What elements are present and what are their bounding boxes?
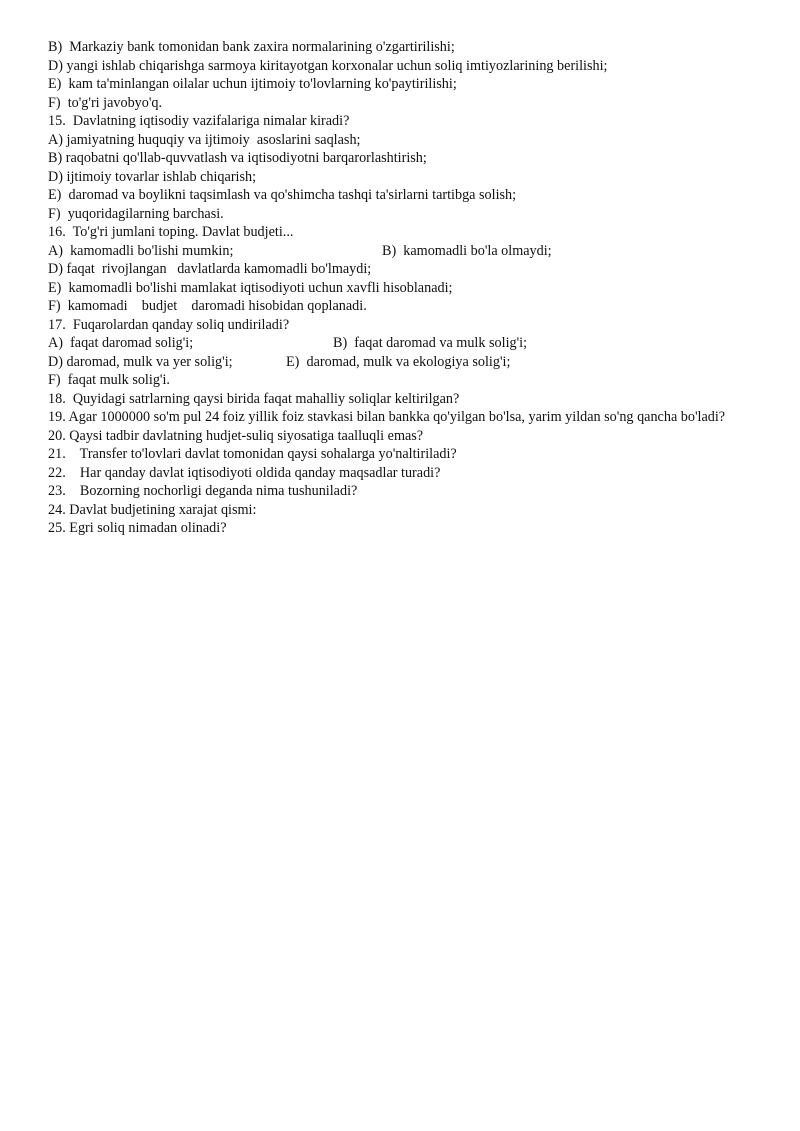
question-17: 17. Fuqarolardan qanday soliq undiriladi? <box>48 316 290 333</box>
question-24: 24. Davlat budjetining xarajat qismi: <box>48 501 257 518</box>
text-line: E) kam ta'minlangan oilalar uchun ijtimoiy to'lovlarning ko'paytirilishi; <box>48 76 457 92</box>
text-line: F) kamomadi budjet daromadi hisobidan qoplanadi. <box>48 298 367 314</box>
text-line: E) daromad va boylikni taqsimlash va qo'shimcha tashqi ta'sirlarni tartibga solish; <box>48 187 517 203</box>
question-25: 25. Egri soliq nimadan olinadi? <box>48 520 227 536</box>
text-line: D) yangi ishlab chiqarishga sarmoya kiritayotgan korxonalar uchun soliq imtiyozlarining berilishi; <box>48 57 608 74</box>
text-line: B) raqobatni qo'llab-quvvatlash va iqtisodiyotni barqarorlashtirish; <box>48 150 427 166</box>
q17-options-row-2 <box>48 353 760 372</box>
q17-option-b: B) faqat daromad va mulk solig'i; <box>333 335 528 351</box>
text-line: D) ijtimoiy tovarlar ishlab chiqarish; <box>48 168 257 185</box>
q17-option-d: D) daromad, mulk va yer solig'i; <box>48 353 233 370</box>
q17-options-row-1 <box>48 334 760 353</box>
question-16: 16. To'g'ri jumlani toping. Davlat budjeti... <box>48 224 294 240</box>
question-23: 23. Bozorning nochorligi deganda nima tushuniladi? <box>48 483 358 499</box>
text-line: B) Markaziy bank tomonidan bank zaxira normalarining o'zgartirilishi; <box>48 39 455 55</box>
q16-options-row <box>48 242 760 261</box>
question-22: 22. Har qanday davlat iqtisodiyoti oldida qanday maqsadlar turadi? <box>48 464 441 481</box>
q17-option-a: A) faqat daromad solig'i; <box>48 335 194 351</box>
question-20: 20. Qaysi tadbir davlatning hudjet-suliq siyosatiga taalluqli emas? <box>48 427 424 444</box>
question-21: 21. Transfer to'lovlari davlat tomonidan qaysi sohalarga yo'naltiriladi? <box>48 446 457 462</box>
text-line: D) faqat rivojlangan davlatlarda kamomadli bo'lmaydi; <box>48 261 372 277</box>
question-18: 18. Quyidagi satrlarning qaysi birida faqat mahalliy soliqlar keltirilgan? <box>48 390 460 407</box>
text-line: A) jamiyatning huquqiy va ijtimoiy asoslarini saqlash; <box>48 131 361 148</box>
text-line: F) to'g'ri javobyo'q. <box>48 94 163 111</box>
q16-option-a: A) kamomadli bo'lishi mumkin; <box>48 242 234 259</box>
question-19: 19. Agar 1000000 so'm pul 24 foiz yillik foiz stavkasi bilan bankka qo'yilgan bo'lsa, yarim yildan so'ng qancha bo'ladi? <box>48 409 726 425</box>
q17-option-e: E) daromad, mulk va ekologiya solig'i; <box>286 353 511 370</box>
text-line: E) kamomadli bo'lishi mamlakat iqtisodiyoti uchun xavfli hisoblanadi; <box>48 279 453 296</box>
text-line: F) faqat mulk solig'i. <box>48 372 170 388</box>
q16-option-b: B) kamomadli bo'la olmaydi; <box>382 242 552 259</box>
document-page <box>48 38 760 538</box>
question-15: 15. Davlatning iqtisodiy vazifalariga nimalar kiradi? <box>48 113 350 129</box>
text-line: F) yuqoridagilarning barchasi. <box>48 205 224 222</box>
